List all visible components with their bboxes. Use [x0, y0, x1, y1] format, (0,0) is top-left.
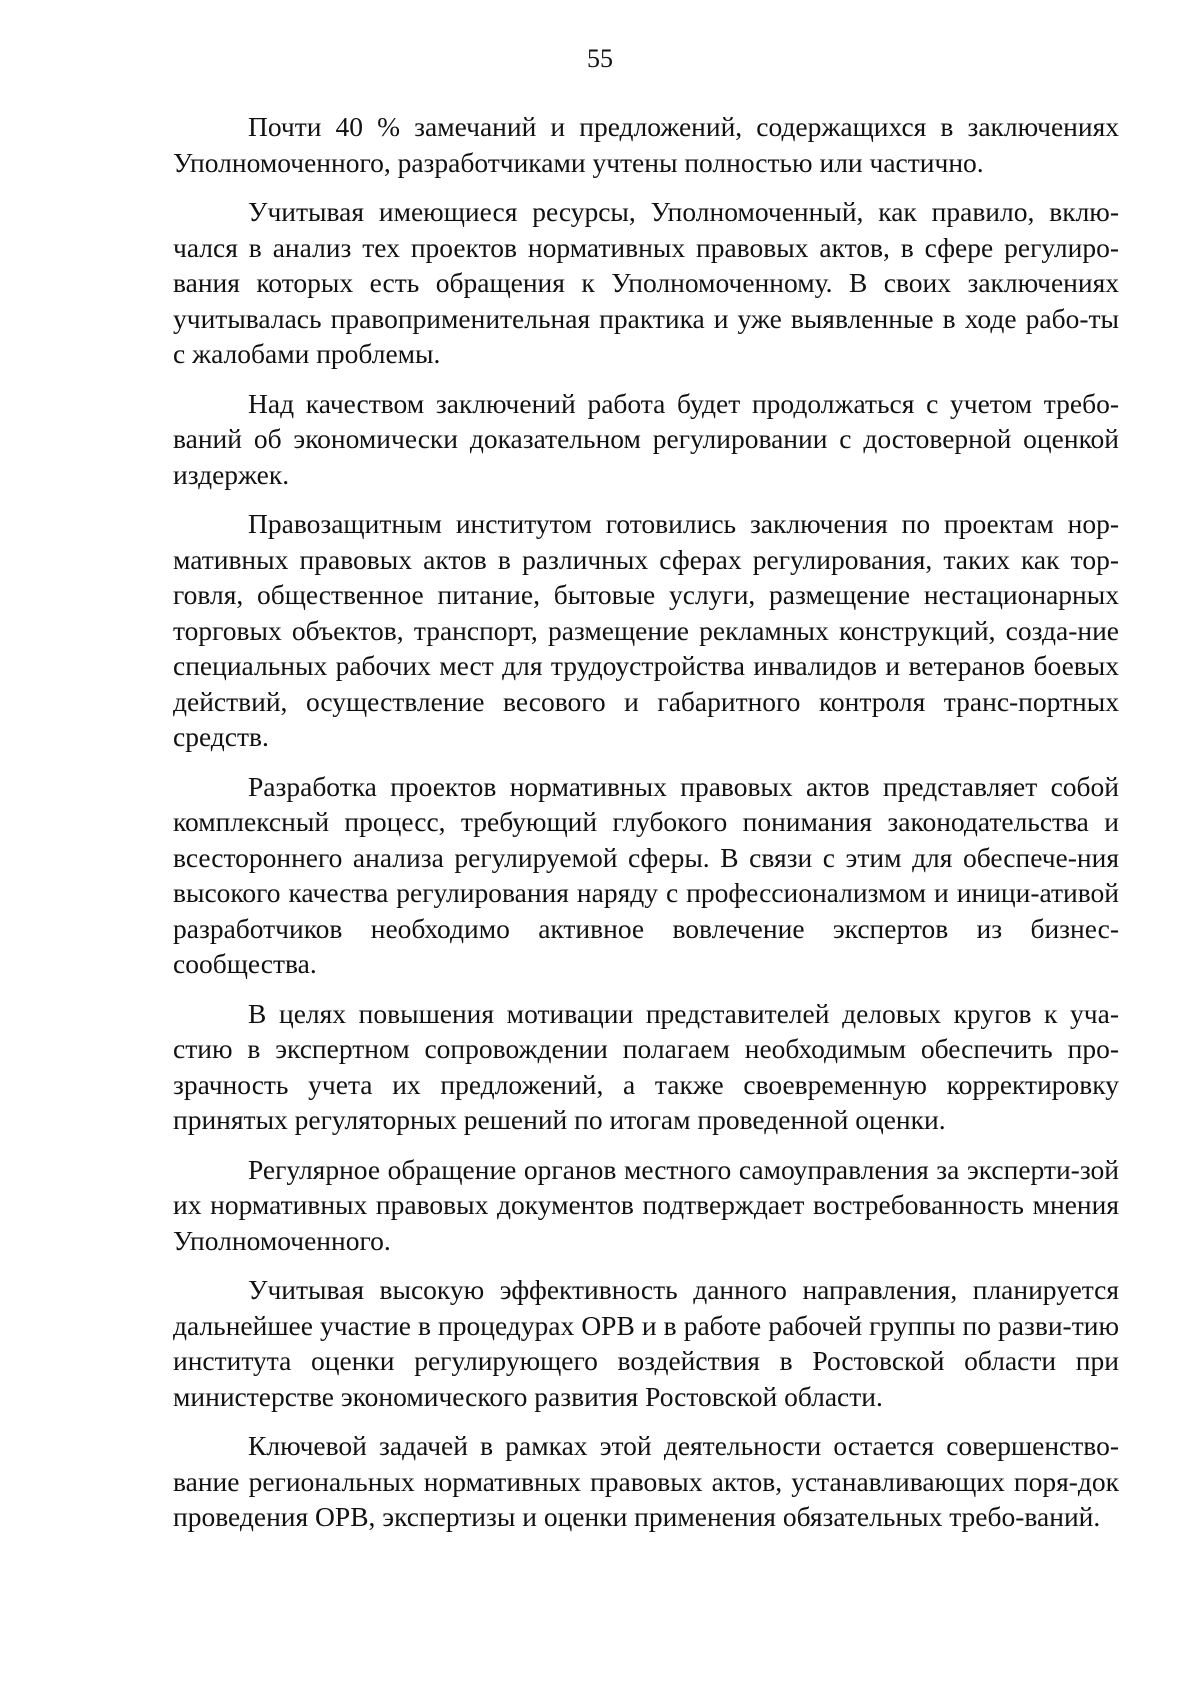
paragraph-6: В целях повышения мотивации представителей деловых кругов к уча-стию в экспертном сопровождении полагаем необходимым обеспечить про-зрачность учета их предложений, а также своевременную корректировку принятых регуляторных решений по итогам проведенной оценки.	[173, 997, 1119, 1135]
paragraph-9: Ключевой задачей в рамках этой деятельности остается совершенство-вание региональных нормативных правовых актов, устанавливающих поря-док проведения ОРВ, экспертизы и оценки применения обязательных требо-ваний.	[173, 1430, 1119, 1532]
paragraph-3: Над качеством заключений работа будет продолжаться с учетом требо-ваний об экономически доказательном регулировании с достоверной оценкой издержек.	[173, 387, 1119, 490]
paragraph-2: Учитывая имеющиеся ресурсы, Уполномоченный, как правило, вклю-чался в анализ тех проектов нормативных правовых актов, в сфере регулиро-вания которых есть обращения к Уполномоченному. В своих заключениях учитывалась правоприменительная практика и уже выявленные в ходе рабо-ты с жалобами проблемы.	[173, 196, 1119, 369]
paragraph-5: Разработка проектов нормативных правовых актов представляет собой комплексный процесс, требующий глубокого понимания законодательства и всестороннего анализа регулируемой сферы. В связи с этим для обеспече-ния высокого качества регулирования наряду с профессионализмом и иници-ативой разработчиков необходимо активное вовлечение экспертов из бизнес-сообщества.	[173, 770, 1119, 979]
document-body	[173, 109, 1119, 1549]
paragraph-8: Учитывая высокую эффективность данного направления, планируется дальнейшее участие в процедурах ОРВ и в работе рабочей группы по разви-тию института оценки регулирующего воздействия в Ростовской области при министерстве экономического развития Ростовской области.	[173, 1274, 1119, 1412]
page-number: 55	[587, 44, 613, 73]
paragraph-4: Правозащитным институтом готовились заключения по проектам нор-мативных правовых актов в различных сферах регулирования, таких как тор-говля, общественное питание, бытовые услуги, размещение нестационарных торговых объектов, транспорт, размещение рекламных конструкций, созда-ние специальных рабочих мест для трудоустройства инвалидов и ветеранов боевых действий, осуществление весового и габаритного контроля транс-портных средств.	[173, 508, 1119, 752]
paragraph-1: Почти 40 % замечаний и предложений, содержащихся в заключениях Уполномоченного, разработчиками учтены полностью или частично.	[173, 111, 1119, 178]
paragraph-7: Регулярное обращение органов местного самоуправления за эксперти-зой их нормативных правовых документов подтверждает востребованность мнения Уполномоченного.	[173, 1153, 1119, 1256]
